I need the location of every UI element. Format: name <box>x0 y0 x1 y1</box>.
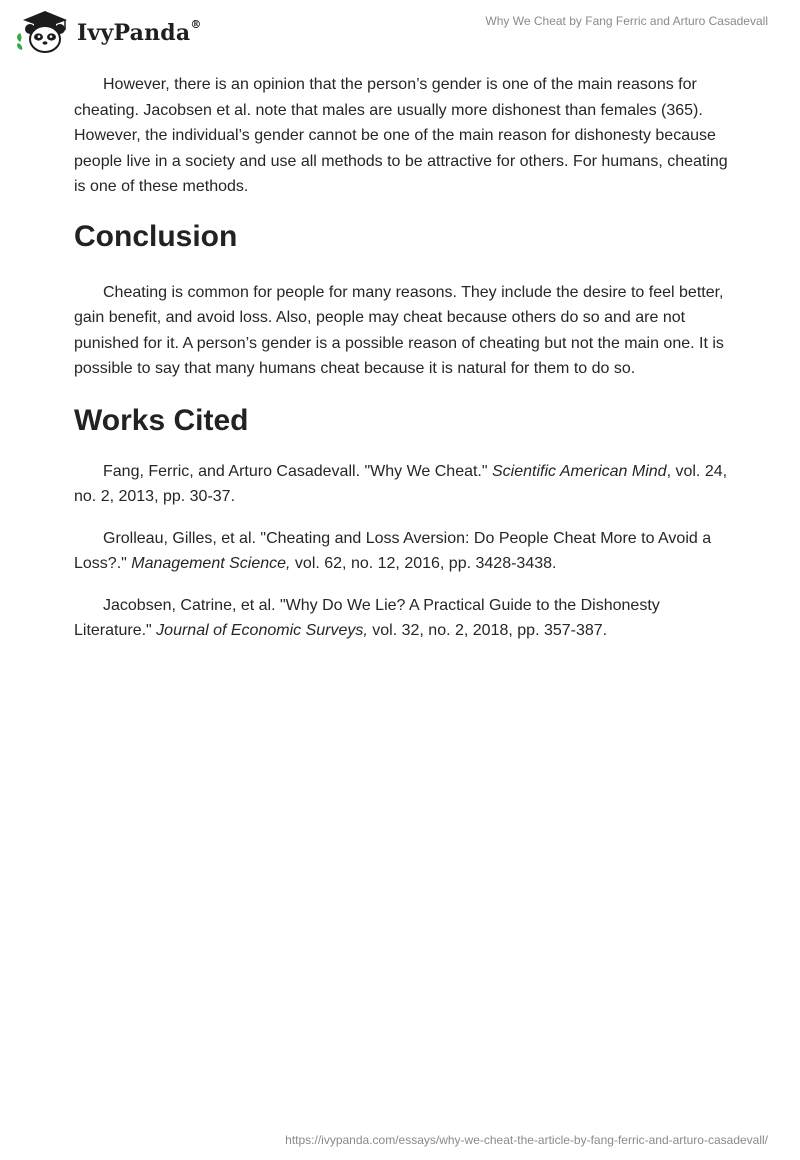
panda-graduate-icon <box>15 8 75 56</box>
source-url-link[interactable]: https://ivypanda.com/essays/why-we-cheat-the-article-by-fang-ferric-and-arturo-casadevall/ <box>285 1133 768 1147</box>
citation-journal: Journal of Economic Surveys, <box>156 622 368 639</box>
page-header <box>0 0 800 60</box>
citation-entry: Fang, Ferric, and Arturo Casadevall. "Why We Cheat." Scientific American Mind, vol. 24, no. 2, 2013, pp. 30-37. <box>74 462 728 505</box>
citation-journal: Management Science, <box>131 555 291 572</box>
citation-journal: Scientific American Mind <box>492 462 667 480</box>
conclusion-paragraph: Cheating is common for people for many reasons. They include the desire to feel better, gain benefit, and avoid loss. Also, people may cheat because others do so and are not punished for it. A person’s gender is a possible reason of cheating but not the main one. It is possible to say that many humans cheat because it is natural for them to do so. <box>74 283 724 377</box>
conclusion-heading: Conclusion <box>74 219 238 253</box>
ivypanda-logo[interactable] <box>15 8 202 56</box>
running-title: Why We Cheat by Fang Ferric and Arturo Casadevall <box>485 14 768 28</box>
essay-content <box>74 72 734 644</box>
citation-entry: Grolleau, Gilles, et al. "Cheating and Loss Aversion: Do People Cheat More to Avoid a Loss?." Management Science, vol. 62, no. 12, 2016, pp. 3428-3438. <box>74 529 712 572</box>
citation-entry: Jacobsen, Catrine, et al. "Why Do We Lie? A Practical Guide to the Dishonesty Literature." Journal of Economic Surveys, vol. 32, no. 2, 2018, pp. 357-387. <box>74 596 660 639</box>
registered-mark: ® <box>190 18 202 31</box>
paragraph-gender: However, there is an opinion that the person’s gender is one of the main reasons for cheating. Jacobsen et al. note that males are usually more dishonest than females (365). However, the individual’s gender cannot be one of the main reason for dishonesty because people live in a society and use all methods to be attractive for others. For humans, cheating is one of these methods. <box>74 76 728 195</box>
logo-wordmark: IvyPanda® <box>77 18 202 46</box>
works-cited-heading: Works Cited <box>74 403 249 437</box>
